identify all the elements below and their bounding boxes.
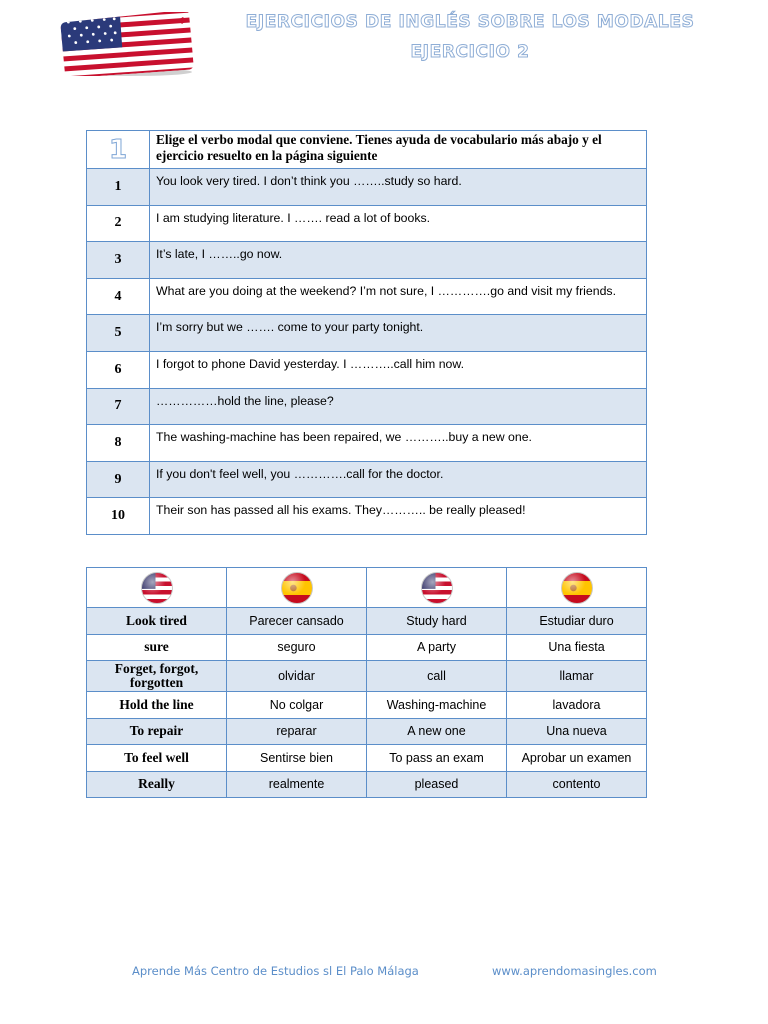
exercise-row [87, 388, 647, 425]
vocab-english-term: Forget, forgot, forgotten [87, 661, 227, 692]
exercise-number: 1 [87, 131, 150, 169]
exercise-item-number: 9 [87, 461, 150, 498]
exercise-item-text: If you don't feel well, you ………….call for the doctor. [150, 461, 647, 498]
exercise-item-text: You look very tired. I don’t think you ……..study so hard. [150, 169, 647, 206]
exercise-table [86, 130, 647, 535]
vocab-spanish-term: reparar [227, 718, 367, 745]
vocabulary-row [87, 745, 647, 772]
vocab-english-term: Study hard [367, 608, 507, 635]
vocab-english-term: Really [87, 771, 227, 798]
vocab-header-cell [507, 568, 647, 608]
exercise-item-text: I am studying literature. I ……. read a lot of books. [150, 205, 647, 242]
vocabulary-table [86, 567, 647, 798]
vocab-english-term: Hold the line [87, 692, 227, 719]
exercise-item-number: 8 [87, 425, 150, 462]
exercise-row [87, 461, 647, 498]
vocab-spanish-term: Parecer cansado [227, 608, 367, 635]
exercise-item-number: 3 [87, 242, 150, 279]
vocabulary-row [87, 608, 647, 635]
vocab-spanish-term: olvidar [227, 661, 367, 692]
exercise-row [87, 498, 647, 535]
exercise-item-text: It’s late, I ……..go now. [150, 242, 647, 279]
exercise-item-number: 1 [87, 169, 150, 206]
vocab-english-term: To pass an exam [367, 745, 507, 772]
vocab-header-cell [367, 568, 507, 608]
vocabulary-row [87, 718, 647, 745]
vocab-english-term: call [367, 661, 507, 692]
vocab-spanish-term: Sentirse bien [227, 745, 367, 772]
exercise-item-text: The washing-machine has been repaired, we ………..buy a new one. [150, 425, 647, 462]
page-title: EJERCICIOS DE INGLÉS SOBRE LOS MODALES [245, 12, 695, 32]
vocab-english-term: A new one [367, 718, 507, 745]
vocab-english-term: To feel well [87, 745, 227, 772]
footer-website-link[interactable]: www.aprendomasingles.com [492, 964, 657, 978]
us-flag-icon [141, 572, 173, 604]
vocab-english-term: sure [87, 634, 227, 661]
exercise-row [87, 205, 647, 242]
footer-school-name: Aprende Más Centro de Estudios sl El Palo Málaga [132, 964, 419, 978]
exercise-item-text: I’m sorry but we ……. come to your party tonight. [150, 315, 647, 352]
vocab-english-term: Washing-machine [367, 692, 507, 719]
exercise-item-text: ……………hold the line, please? [150, 388, 647, 425]
vocab-spanish-term: llamar [507, 661, 647, 692]
vocab-english-term: To repair [87, 718, 227, 745]
exercise-row [87, 315, 647, 352]
vocab-spanish-term: Una fiesta [507, 634, 647, 661]
exercise-item-text: Their son has passed all his exams. They……….. be really pleased! [150, 498, 647, 535]
vocabulary-flag-row [87, 568, 647, 608]
vocab-spanish-term: Una nueva [507, 718, 647, 745]
exercise-item-number: 4 [87, 278, 150, 315]
spain-flag-icon [561, 572, 593, 604]
exercise-item-number: 7 [87, 388, 150, 425]
exercise-item-number: 6 [87, 351, 150, 388]
exercise-item-number: 2 [87, 205, 150, 242]
vocabulary-row [87, 634, 647, 661]
vocab-header-cell [227, 568, 367, 608]
exercise-instruction: Elige el verbo modal que conviene. Tienes ayuda de vocabulario más abajo y el ejercicio resuelto en la página siguiente [150, 131, 647, 169]
us-flag-logo-icon [60, 12, 195, 76]
exercise-header-row [87, 131, 647, 169]
exercise-row [87, 278, 647, 315]
vocabulary-row [87, 661, 647, 692]
vocab-spanish-term: lavadora [507, 692, 647, 719]
vocab-spanish-term: Estudiar duro [507, 608, 647, 635]
vocab-header-cell [87, 568, 227, 608]
us-flag-icon [421, 572, 453, 604]
vocab-spanish-term: realmente [227, 771, 367, 798]
exercise-row [87, 169, 647, 206]
vocab-english-term: A party [367, 634, 507, 661]
exercise-row [87, 242, 647, 279]
exercise-row [87, 425, 647, 462]
vocab-spanish-term: No colgar [227, 692, 367, 719]
exercise-item-number: 10 [87, 498, 150, 535]
exercise-item-text: I forgot to phone David yesterday. I ………..call him now. [150, 351, 647, 388]
spain-flag-icon [281, 572, 313, 604]
exercise-item-number: 5 [87, 315, 150, 352]
vocab-spanish-term: seguro [227, 634, 367, 661]
vocab-spanish-term: contento [507, 771, 647, 798]
page-subtitle: EJERCICIO 2 [410, 42, 530, 62]
exercise-item-text: What are you doing at the weekend? I’m not sure, I ………….go and visit my friends. [150, 278, 647, 315]
vocab-english-term: pleased [367, 771, 507, 798]
vocabulary-row [87, 771, 647, 798]
exercise-row [87, 351, 647, 388]
vocab-english-term: Look tired [87, 608, 227, 635]
vocabulary-row [87, 692, 647, 719]
vocab-spanish-term: Aprobar un examen [507, 745, 647, 772]
